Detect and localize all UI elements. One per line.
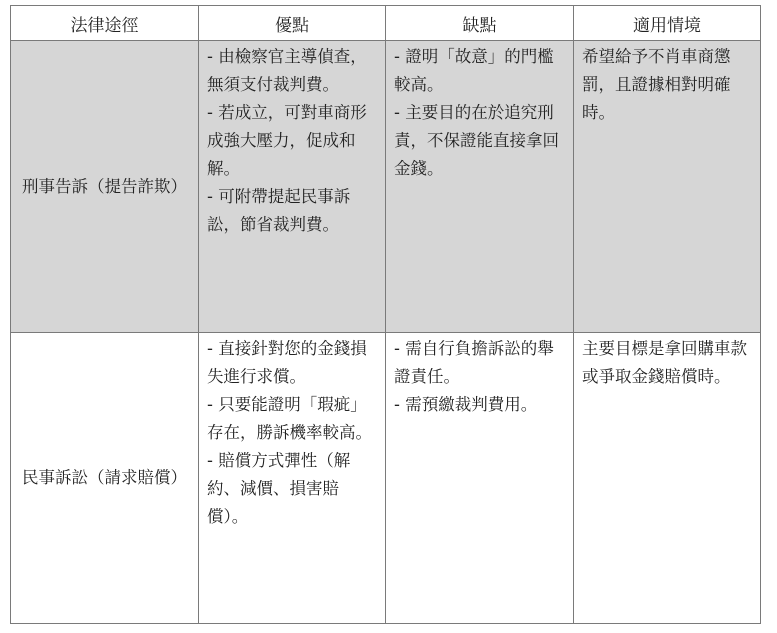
list-item: - 賠償方式彈性（解約、減價、損害賠償）。 — [207, 451, 351, 526]
header-cell-scenario: 適用情境 — [574, 6, 761, 41]
list-item: - 直接針對您的金錢損失進行求償。 — [207, 339, 367, 386]
scenario-cell: 希望給予不肖車商懲罰，且證據相對明確時。 — [574, 41, 761, 333]
route-cell: 民事訴訟（請求賠償） — [11, 333, 199, 624]
list-item: - 可附帶提起民事訴訟，節省裁判費。 — [207, 187, 351, 234]
pros-cell — [199, 41, 386, 333]
pros-cell — [199, 333, 386, 624]
table-row — [11, 41, 761, 333]
header-cell-route: 法律途徑 — [11, 6, 199, 41]
list-item: - 需預繳裁判費用。 — [394, 395, 538, 414]
list-item: - 只要能證明「瑕疵」存在，勝訴機率較高。 — [207, 395, 372, 442]
list-item: - 若成立，可對車商形成強大壓力，促成和解。 — [207, 103, 367, 178]
list-item: - 證明「故意」的門檻較高。 — [394, 47, 554, 94]
table-row — [11, 333, 761, 624]
list-item: - 需自行負擔訴訟的舉證責任。 — [394, 339, 554, 386]
cons-cell — [386, 41, 574, 333]
header-row — [11, 6, 761, 41]
legal-comparison-table — [10, 5, 761, 624]
cons-cell — [386, 333, 574, 624]
list-item: - 由檢察官主導偵查，無須支付裁判費。 — [207, 47, 367, 94]
header-cell-cons: 缺點 — [386, 6, 574, 41]
list-item: - 主要目的在於追究刑責，不保證能直接拿回金錢。 — [394, 103, 559, 178]
route-cell: 刑事告訴（提告詐欺） — [11, 41, 199, 333]
header-cell-pros: 優點 — [199, 6, 386, 41]
scenario-cell: 主要目標是拿回購車款或爭取金錢賠償時。 — [574, 333, 761, 624]
